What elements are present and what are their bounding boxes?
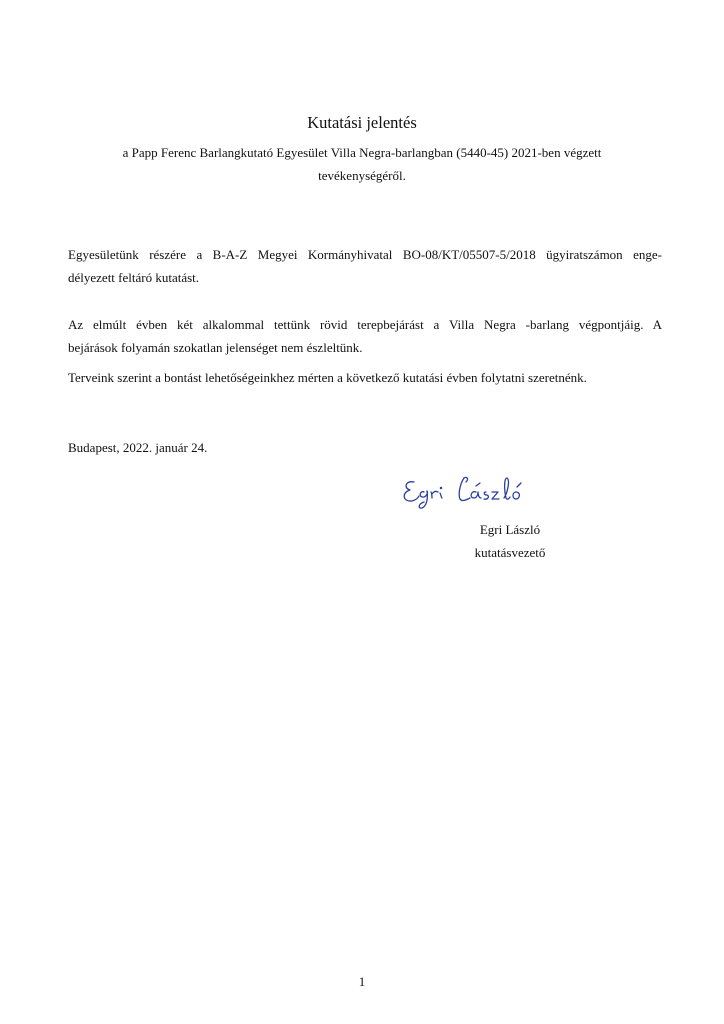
document-subtitle [60,141,664,187]
signer-name: Egri László [479,522,541,537]
paragraph-line: Terveink szerint a bontást lehetőségeinkhez mérten a következő kutatási évben folytatni szeretnénk. [68,370,587,385]
handwritten-signature [400,468,550,513]
subtitle-line: tevékenységéről. [318,168,406,183]
paragraph-line: délyezett feltáró kutatást. [68,270,200,285]
subtitle-line: a Papp Ferenc Barlangkutató Egyesület Villa Negra-barlangban (5440-45) 2021-ben végzett [122,145,602,160]
paragraph-line: Az elmúlt évben két alkalommal tettünk rövid terepbejárást a Villa Negra -barlang végpontjáig. A [68,317,662,332]
page-number: 1 [358,974,366,989]
paragraph-permit [68,243,662,289]
paragraph-line: bejárások folyamán szokatlan jelenséget nem észleltünk. [68,340,363,355]
paragraph-plans [68,366,662,389]
paragraph-field-trips [68,313,662,359]
document-title: Kutatási jelentés [307,113,417,132]
signer-role: kutatásvezető [474,545,546,560]
place-and-date: Budapest, 2022. január 24. [68,440,208,455]
signer-block [440,518,580,564]
paragraph-line: Egyesületünk részére a B-A-Z Megyei Kormányhivatal BO-08/KT/05507-5/2018 ügyiratszámon enge- [68,247,662,262]
